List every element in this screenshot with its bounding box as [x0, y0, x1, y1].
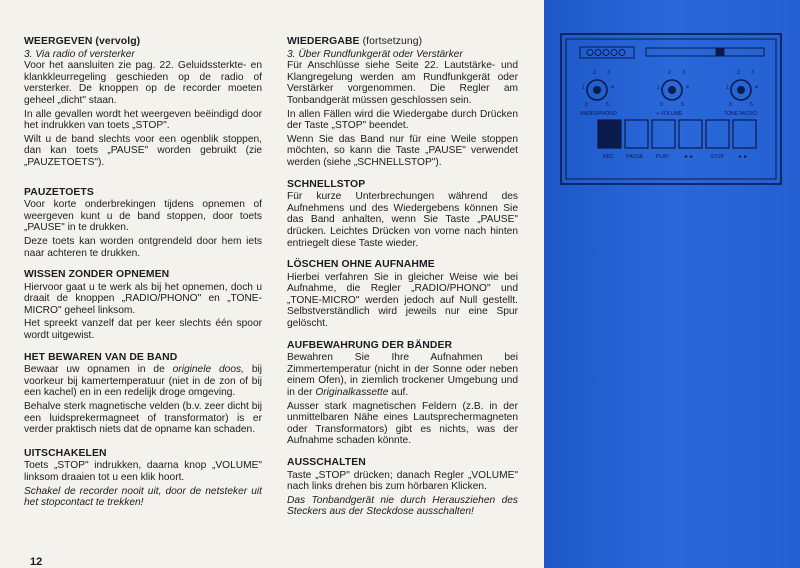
scale-mark: 5 — [750, 102, 753, 108]
section-pauzetoets — [24, 187, 262, 260]
scale-mark: 1 — [582, 85, 585, 91]
scale-mark: 2 — [593, 70, 596, 76]
paragraph: Wilt u de band slechts voor een ogenblik stoppen, dan kan toets „PAUSE" worden gebruikt (zie „PAUZETOETS"). — [24, 133, 262, 168]
paragraph: Für Anschlüsse siehe Seite 22. Lautstärke- und Klangregelung werden am Rundfunkgerät oder Verstärker vorgenommen. Die Regler am Tonbandgerät müssen geschlossen sein. — [287, 60, 518, 106]
scale-mark: 1 — [726, 85, 729, 91]
scale-mark: 0 — [585, 102, 588, 108]
scale-mark: 3 — [682, 70, 685, 76]
section-heading: AUSSCHALTEN — [287, 457, 366, 468]
knob-radio-phono — [587, 80, 607, 100]
section-aufbewahrung — [287, 340, 518, 447]
recorder-diagram — [560, 33, 782, 185]
paragraph: Für kurze Unterbrechungen während des Aufnehmens und des Wiedergebens können Sie das Band anhalten, wenn Sie Taste „PAUSE" drücken. Leichtes Drücken von vorne nach hinten entriegelt diese Taste wieder. — [287, 191, 518, 249]
scale-mark: 2 — [668, 70, 671, 76]
paragraph — [24, 364, 262, 399]
fast-forward-icon: ►► — [738, 154, 749, 160]
paragraph: Behalve sterk magnetische velden (b.v. zeer dicht bij een luidsprekermagneet of transformator) is er verder praktisch niets dat de opname kan schaden. — [24, 401, 262, 436]
section-heading — [287, 36, 518, 48]
paragraph: Wenn Sie das Band nur für eine Weile stoppen möchten, so kann die Taste „PAUSE" verwendet werden (siehe „SCHNELLSTOP"). — [287, 133, 518, 168]
section-loeschen — [287, 259, 518, 330]
emphasis: Originalkassette — [315, 387, 389, 399]
section-heading: WEERGEVEN (vervolg) — [24, 36, 141, 47]
scale-mark: 4 — [686, 85, 689, 91]
paragraph: In alle gevallen wordt het weergeven beëindigd door het indrukken van toets „STOP". — [24, 108, 262, 132]
rewind-icon: ◄◄ — [683, 154, 694, 160]
key-label-rec: REC — [603, 154, 614, 160]
scale-mark: 3 — [751, 70, 754, 76]
rewind-key — [679, 120, 702, 148]
paragraph: Toets „STOP" indrukken, daarna knop „VOLUME" linksom draaien tot u een klik hoort. — [24, 460, 262, 483]
scale-mark: 3 — [607, 70, 610, 76]
text-run: Bewahren Sie Ihre Aufnahmen bei Zimmertemperatur (nicht in der Sonne oder neben einem Ofen), in ziemlich trockener Umgebung und in der — [287, 352, 518, 399]
top-indicator-strip — [580, 47, 764, 58]
german-column — [287, 36, 518, 528]
dutch-column — [24, 36, 262, 519]
warning-paragraph: Das Tonbandgerät nie durch Herausziehen des Steckers aus der Steckdose ausschalten! — [287, 494, 518, 518]
section-heading: PAUZETOETS — [24, 186, 94, 198]
knob-tone-micro — [731, 80, 751, 100]
section-heading: HET BEWAREN VAN DE BAND — [24, 351, 178, 363]
paragraph: Voor korte onderbrekingen tijdens opnemen of weergeven kunt u de band stoppen, door toets „PAUSE" in te drukken. — [24, 199, 262, 234]
section-heading: LÖSCHEN OHNE AUFNAHME — [287, 259, 435, 271]
section-uitschakelen — [24, 448, 262, 509]
emphasis: originele doos, — [172, 364, 244, 376]
warning-paragraph: Schakel de recorder nooit uit, door de netsteker uit het stopcontact te trekken! — [24, 485, 262, 509]
text-run: Bewaar uw opnamen in de — [24, 364, 173, 376]
paragraph: Deze toets kan worden ontgrendeld door hem iets naar achteren te drukken. — [24, 235, 262, 259]
section-heading: AUFBEWAHRUNG DER BÄNDER — [287, 339, 453, 351]
play-key — [652, 120, 675, 148]
knob-volume — [662, 80, 682, 100]
section-heading: WISSEN ZONDER OPNEMEN — [24, 269, 170, 281]
section-weergeven — [24, 36, 262, 169]
scale-mark: 0 — [660, 102, 663, 108]
section-subheading: 3. Über Rundfunkgerät oder Verstärker — [287, 48, 463, 60]
scale-mark: 4 — [755, 85, 758, 91]
key-label-pause: PAUSE — [626, 154, 644, 160]
scale-mark: 5 — [606, 102, 609, 108]
section-ausschalten — [287, 457, 518, 518]
paragraph: In allen Fällen wird die Wiedergabe durch Drücken der Taste „STOP" beendet. — [287, 108, 518, 132]
paragraph: Taste „STOP" drücken; danach Regler „VOLUME" nach links drehen bis zum hörbaren Klicken. — [287, 469, 518, 493]
scale-mark: 1 — [657, 85, 660, 91]
heading-sub: (fortsetzung) — [362, 36, 423, 47]
section-heading: UITSCHAKELEN — [24, 447, 107, 459]
paragraph: Hierbei verfahren Sie in gleicher Weise wie bei Aufnahme, die Regler „RADIO/PHONO" und „TONE-MICRO" werden jedoch auf Null gestellt. Selbstverständlich wird jeweils nur eine Spur gelöscht. — [287, 271, 518, 330]
section-wissen — [24, 269, 262, 342]
fast-forward-key — [733, 120, 756, 148]
key-label-play: PLAY — [656, 154, 669, 160]
scale-mark: 2 — [737, 70, 740, 76]
pause-key — [625, 120, 648, 148]
key-label-stop: STOP — [710, 154, 725, 160]
text-run: auf. — [388, 387, 409, 399]
section-heading: SCHNELLSTOP — [287, 178, 366, 190]
rec-key — [598, 120, 621, 148]
paragraph — [287, 352, 518, 398]
knob-label-radio-phono: RADIO/PHONO — [580, 111, 617, 117]
paragraph: Het spreekt vanzelf dat per keer slechts één spoor wordt uitgewist. — [24, 318, 262, 342]
section-wiedergabe — [287, 36, 518, 169]
stop-key — [706, 120, 729, 148]
heading-text: WIEDERGABE — [287, 36, 360, 47]
scale-mark: 4 — [611, 85, 614, 91]
scale-mark: 0 — [729, 102, 732, 108]
paragraph: Ausser stark magnetischen Feldern (z.B. in der unmittelbaren Nähe eines Lautsprechermagneten oder Transformators) gibt es nichts, was der Aufnahme schaden könnte. — [287, 400, 518, 447]
paragraph: Hiervoor gaat u te werk als bij het opnemen, doch u draait de knoppen „RADIO/PHONO" en „TONE-MICRO" geheel linksom. — [24, 281, 262, 316]
knob-label-volume: + VOLUME — [656, 111, 683, 117]
paragraph: Voor het aansluiten zie pag. 22. Geluidssterkte- en klankkleurregeling geschieden op de radio of versterker. De knoppen op de recorder moeten geheel „dicht" staan. — [24, 60, 262, 106]
scale-mark: 5 — [681, 102, 684, 108]
section-bewaren — [24, 352, 262, 436]
section-schnellstop — [287, 179, 518, 250]
knob-label-tone-micro: TONE MICRO — [724, 111, 758, 117]
page-number: 12 — [30, 556, 43, 568]
text-run: bij voorkeur bij kamertemperatuur (niet in de zon of bij een kachel) en in een redelijk droge omgeving. — [24, 364, 263, 399]
section-subheading: 3. Via radio of versterker — [24, 48, 135, 60]
transport-button-row — [598, 120, 756, 148]
